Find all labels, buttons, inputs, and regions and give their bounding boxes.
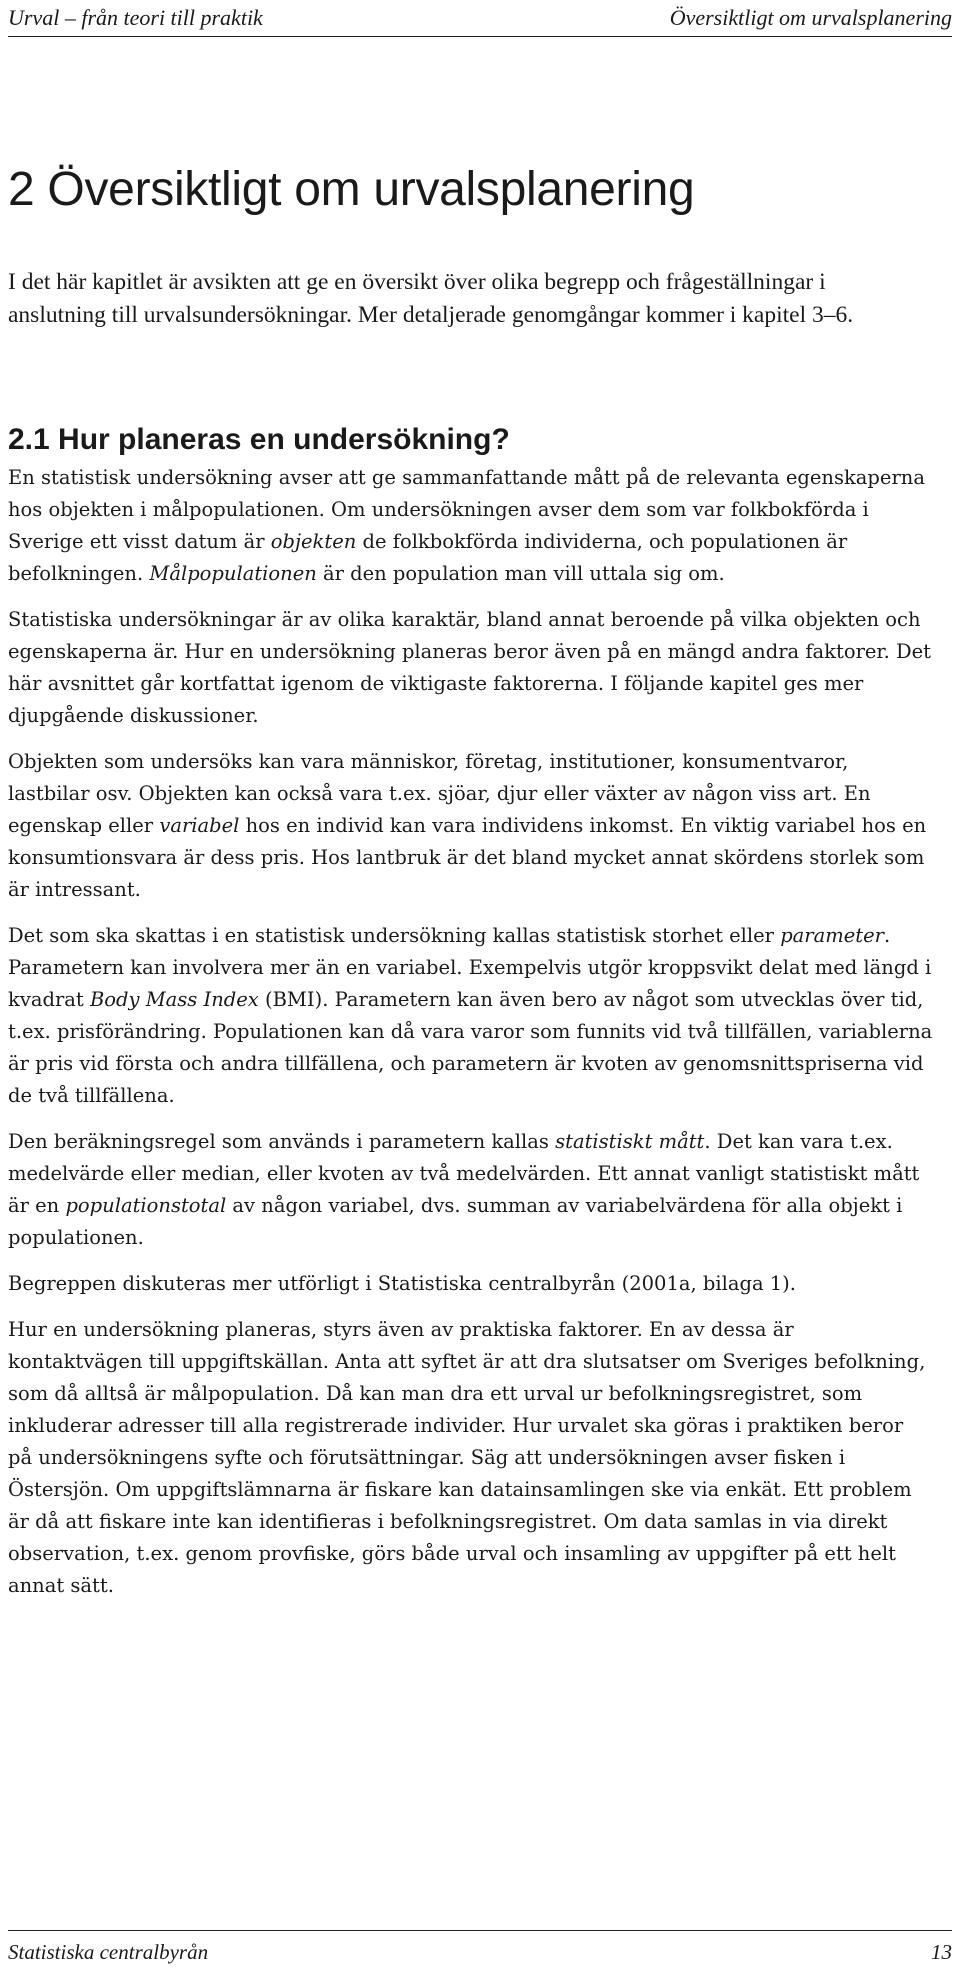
term-parameter: parameter (780, 924, 884, 947)
footer-rule (8, 1930, 952, 1931)
text-span: (BMI). Parametern kan även bero av något som utvecklas över tid, t.ex. prisförändring. Populationen kan då vara varor som funnits vid två tillfällen, variablerna är pris vid första och andra tillfällena, och parametern är kvoten av genomsnittspriserna vid de två tillfällena. (8, 988, 933, 1107)
paragraph-measure (8, 1126, 933, 1254)
term-bmi: Body Mass Index (89, 988, 259, 1011)
footer-publisher: Statistiska centralbyrån (8, 1940, 209, 1964)
section-title: 2.1 Hur planeras en undersökning? (8, 423, 510, 456)
section-body (8, 462, 933, 1616)
text-span: de folkbokförda individerna, och populationen är befolkningen. (8, 530, 848, 585)
term-statistiskt-matt: statistiskt mått (555, 1130, 705, 1153)
paragraph-character: Statistiska undersökningar är av olika karaktär, bland annat beroende på vilka objekten och egenskaperna är. Hur en undersökning planeras beror även på en mängd andra faktorer. Det här avsnittet går kortfattat igenom de viktigaste faktorerna. I följande kapitel ges mer djupgående diskussioner. (8, 608, 932, 727)
header-rule (8, 36, 952, 37)
term-variabel: variabel (159, 814, 240, 837)
text-span: En statistisk undersökning avser att ge sammanfattande mått på de relevanta egenskaperna hos objekten i målpopulationen. Om undersökningen avser dem som var folkbokförda i Sverige ett visst datum är (8, 466, 925, 553)
paragraph-parameter (8, 920, 933, 1112)
running-footer (8, 1938, 952, 1966)
header-book-title: Urval – från teori till praktik (8, 5, 263, 30)
text-span: av någon variabel, dvs. summan av variabelvärdena för alla objekt i populationen. (8, 1194, 903, 1249)
paragraph-population (8, 462, 933, 590)
running-header (8, 4, 952, 32)
text-span: Det som ska skattas i en statistisk undersökning kallas statistisk storhet eller (8, 924, 781, 947)
text-span: är den population man vill uttala sig om. (316, 562, 725, 585)
paragraph-objects (8, 746, 933, 906)
chapter-intro: I det här kapitlet är avsikten att ge en översikt över olika begrepp och frågeställningar i anslutning till urvalsundersökningar. Mer detaljerade genomgångar kommer i kapitel 3–6. (8, 269, 854, 328)
term-populationstotal: populationstotal (65, 1194, 227, 1217)
text-span: hos en individ kan vara individens inkomst. En viktig variabel hos en konsumtionsvara är dess pris. Hos lantbruk är det bland mycket annat skördens storlek som är intressant. (8, 814, 927, 901)
text-span: Objekten som undersöks kan vara människor, företag, institutioner, konsumentvaror, lastbilar osv. Objekten kan också vara t.ex. sjöar, djur eller växter av någon viss art. En egenskap eller (8, 750, 871, 837)
header-chapter-title: Översiktligt om urvalsplanering (669, 5, 952, 30)
text-span: Den beräkningsregel som används i parametern kallas (8, 1130, 556, 1153)
page-number: 13 (931, 1940, 952, 1964)
text-span: . Det kan vara t.ex. medelvärde eller median, eller kvoten av två medelvärden. Ett annat vanligt statistiskt mått är en (8, 1130, 920, 1217)
chapter-title: 2 Översiktligt om urvalsplanering (8, 163, 695, 216)
paragraph-practical: Hur en undersökning planeras, styrs även av praktiska faktorer. En av dessa är kontaktvägen till uppgiftskällan. Anta att syftet är att dra slutsatser om Sveriges befolkning, som då alltså är målpopulation. Då kan man dra ett urval ur befolkningsregistret, som inkluderar adresser till alla registrerade individer. Hur urvalet ska göras i praktiken beror på undersökningens syfte och förutsättningar. Säg att undersökningen avser fisken i Östersjön. Om uppgiftslämnarna är fiskare kan datainsamlingen ske via enkät. Ett problem är då att fiskare inte kan identifieras i befolkningsregistret. Om data samlas in via direkt observation, t.ex. genom provfiske, görs både urval och insamling av uppgifter på ett helt annat sätt. (8, 1318, 926, 1597)
term-objekten: objekten (270, 530, 357, 553)
text-span: . Parametern kan involvera mer än en variabel. Exempelvis utgör kroppsvikt delat med längd i kvadrat (8, 924, 932, 1011)
paragraph-reference: Begreppen diskuteras mer utförligt i Statistiska centralbyrån (2001a, bilaga 1). (8, 1272, 796, 1295)
term-malpopulationen: Målpopulationen (149, 562, 317, 585)
